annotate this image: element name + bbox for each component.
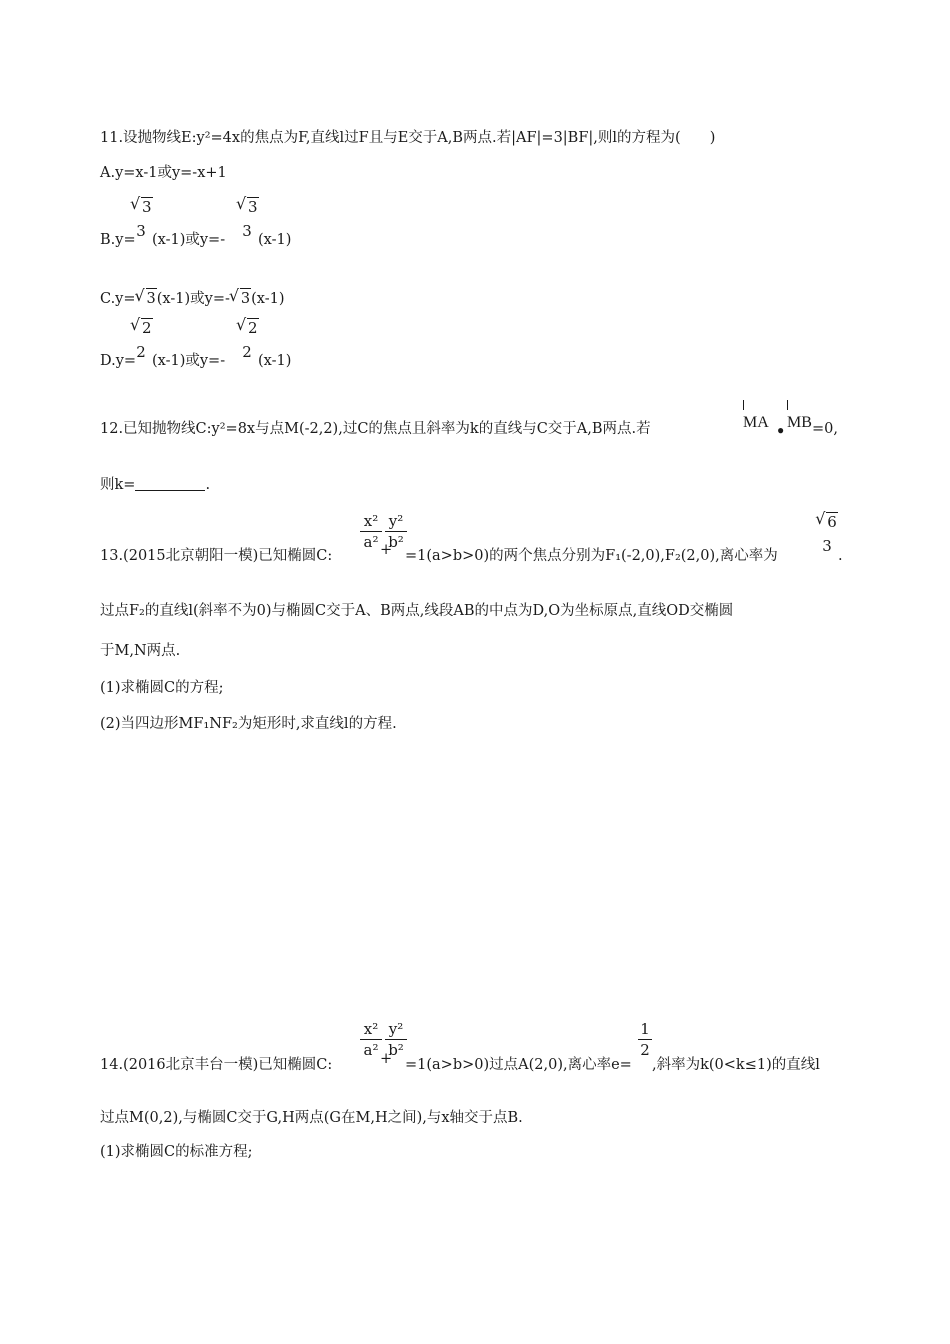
q12-answer-line — [100, 475, 210, 495]
q14-frac1-num: x² — [363, 1020, 379, 1038]
q11-b-den-1: 3 — [136, 222, 146, 240]
q12-vector-ma-label: MA — [743, 414, 769, 431]
q11-option-c-radicand-1: 3 — [146, 288, 157, 309]
q11-stem: 11.设抛物线E:y²=4x的焦点为F,直线l过F且与E交于A,B两点.若|AF|=3|BF|,则l的方程为( ) — [100, 130, 716, 146]
q14-stem-b: =1(a>b>0)过点A(2,0),离心率e= — [405, 1057, 632, 1073]
q13-line-2: 过点F₂的直线l(斜率不为0)与椭圆C交于A、B两点,线段AB的中点为D,O为坐标原点,直线OD交椭圆 — [100, 603, 734, 619]
q13-frac2-den: b² — [388, 533, 404, 551]
q12-stem: 12.已知抛物线C:y²=8x与点M(-2,2),过C的焦点且斜率为k的直线与C交于A,B两点.若 — [100, 421, 651, 437]
q11-option-c-radicand-2: 3 — [240, 288, 251, 309]
q13-frac1-num: x² — [363, 512, 379, 530]
q13-eccentricity-fraction — [816, 512, 838, 555]
q14-frac2-den: b² — [388, 1041, 404, 1059]
q12-dot: • — [776, 423, 786, 440]
q14-stem-c: ,斜率为k(0<k≤1)的直线l — [652, 1057, 820, 1073]
q11-option-b-middle: (x-1)或y=- — [152, 232, 226, 248]
q14-eccentricity-fraction — [638, 1020, 652, 1059]
q13-plus: + — [380, 542, 393, 558]
q11-option-c-suffix: (x-1) — [251, 291, 285, 307]
q11-option-b-suffix: (x-1) — [258, 232, 292, 248]
q12-vector-mb-label: MB — [787, 414, 812, 431]
q13-part-2: (2)当四边形MF₁NF₂为矩形时,求直线l的方程. — [100, 716, 397, 732]
q11-option-d-fraction-1 — [131, 318, 151, 361]
q11-option-d-prefix: D.y= — [100, 353, 137, 369]
q11-d-den-2: 2 — [242, 343, 252, 361]
answer-blank[interactable] — [135, 476, 205, 491]
q13-fraction-y — [385, 512, 407, 551]
q11-b-den-2: 3 — [242, 222, 252, 240]
q14-line-2: 过点M(0,2),与椭圆C交于G,H两点(G在M,H之间),与x轴交于点B. — [100, 1110, 523, 1126]
q13-frac1-den: a² — [363, 533, 379, 551]
q13-end: . — [838, 548, 843, 564]
q14-ecc-den: 2 — [640, 1041, 650, 1059]
q14-ecc-num: 1 — [640, 1020, 650, 1038]
q11-option-c-middle: (x-1)或y=- — [156, 291, 230, 307]
q11-option-b-fraction-1 — [131, 197, 151, 240]
q11-b-num-2: 3 — [248, 198, 258, 216]
q12-vector-mb — [787, 414, 812, 432]
q13-stem-b: =1(a>b>0)的两个焦点分别为F₁(-2,0),F₂(2,0),离心率为 — [405, 548, 778, 564]
q11-d-num-2: 2 — [248, 319, 258, 337]
q12-answer-prefix: 则k= — [100, 477, 136, 493]
q13-stem-a: 13.(2015北京朝阳一模)已知椭圆C: — [100, 548, 333, 564]
q11-d-num-1: 2 — [142, 319, 152, 337]
q11-option-d-fraction-2 — [237, 318, 257, 361]
q12-equals: =0, — [812, 421, 838, 437]
vector-arrow-icon — [787, 400, 788, 410]
vector-arrow-icon — [743, 400, 744, 410]
q11-option-c-prefix: C.y= — [100, 291, 136, 307]
q11-option-d-middle: (x-1)或y=- — [152, 353, 226, 369]
q13-ecc-den: 3 — [822, 537, 832, 555]
q11-b-num-1: 3 — [142, 198, 152, 216]
q14-part-1: (1)求椭圆C的标准方程; — [100, 1144, 253, 1160]
q11-option-b-fraction-2 — [237, 197, 257, 240]
q14-fraction-y — [385, 1020, 407, 1059]
q14-frac2-num: y² — [388, 1020, 404, 1038]
q11-option-c — [100, 288, 284, 309]
q13-line-3: 于M,N两点. — [100, 643, 181, 659]
q11-option-a: A.y=x-1或y=-x+1 — [100, 165, 227, 181]
q13-fraction-x — [360, 512, 382, 551]
q12-vector-ma — [743, 414, 769, 432]
q14-stem-a: 14.(2016北京丰台一模)已知椭圆C: — [100, 1057, 333, 1073]
q14-plus: + — [380, 1051, 393, 1067]
q13-frac2-num: y² — [388, 512, 404, 530]
q13-part-1: (1)求椭圆C的方程; — [100, 680, 224, 696]
q11-d-den-1: 2 — [136, 343, 146, 361]
q14-frac1-den: a² — [363, 1041, 379, 1059]
q12-answer-suffix: . — [205, 477, 211, 493]
q14-fraction-x — [360, 1020, 382, 1059]
q11-option-d-suffix: (x-1) — [258, 353, 292, 369]
q11-option-b-prefix: B.y= — [100, 232, 136, 248]
q13-ecc-num: 6 — [827, 513, 837, 531]
